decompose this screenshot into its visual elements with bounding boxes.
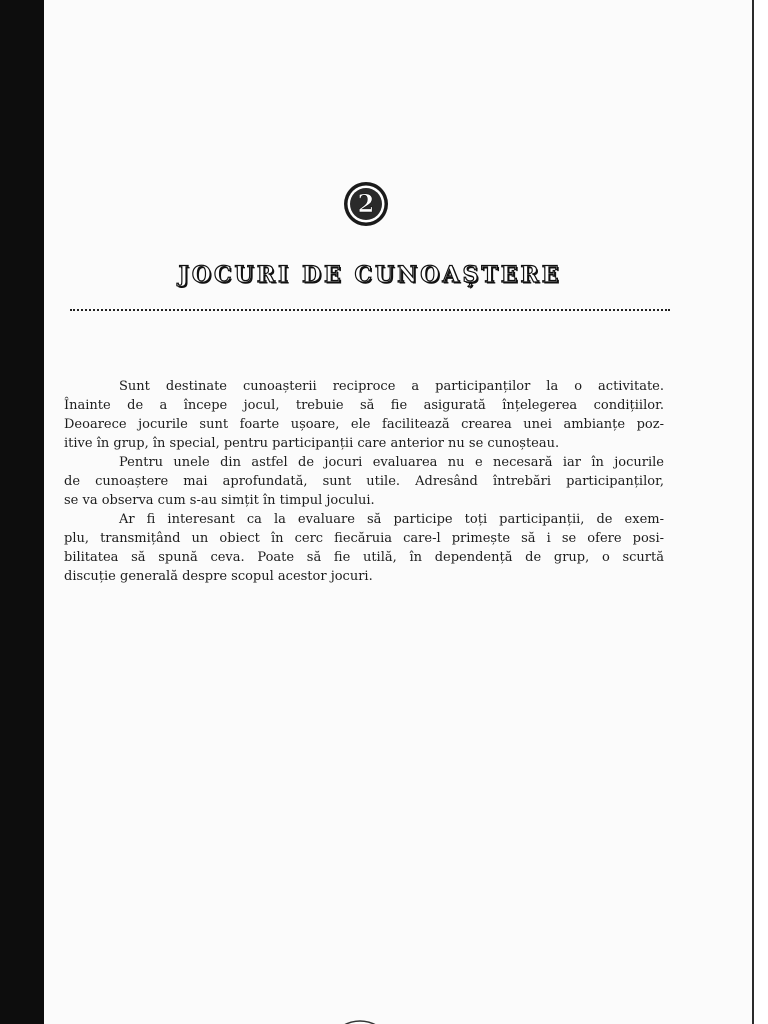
text-line: itive în grup, în special, pentru participanții care anterior nu se cunoșteau.	[64, 436, 560, 451]
text-line: Înainte de a începe jocul, trebuie să fie asigurată înțelegerea condițiilor.	[64, 398, 664, 413]
chapter-title: JOCURI DE CUNOAȘTERE	[178, 262, 562, 288]
text-line: Sunt destinate cunoașterii reciproce a participanților la o activitate.	[119, 379, 664, 394]
text-line: discuție generală despre scopul acestor jocuri.	[64, 569, 373, 584]
text-line: plu, transmițând un obiect în cerc fiecăruia care-l primește să i se ofere posi-	[64, 531, 664, 546]
text-line: se va observa cum s-au simțit în timpul jocului.	[64, 493, 375, 508]
text-line: bilitatea să spună ceva. Poate să fie utilă, în dependență de grup, o scurtă	[64, 550, 664, 565]
chapter-number: 2	[357, 189, 375, 218]
body-text	[64, 377, 664, 586]
text-line: Ar fi interesant ca la evaluare să participe toți participanții, de exem-	[119, 512, 664, 527]
scan-right-edge	[752, 0, 754, 1024]
page-ornament-arc	[340, 1016, 380, 1024]
title-dotted-divider	[70, 309, 670, 311]
text-line: Deoarece jocurile sunt foarte ușoare, ele facilitează crearea unei ambianțe poz-	[64, 417, 664, 432]
text-line: Pentru unele din astfel de jocuri evaluarea nu e necesară iar în jocurile	[119, 455, 664, 470]
chapter-number-badge	[342, 180, 390, 228]
scan-left-edge	[0, 0, 44, 1024]
text-line: de cunoaștere mai aprofundată, sunt utile. Adresând întrebări participanților,	[64, 474, 664, 489]
